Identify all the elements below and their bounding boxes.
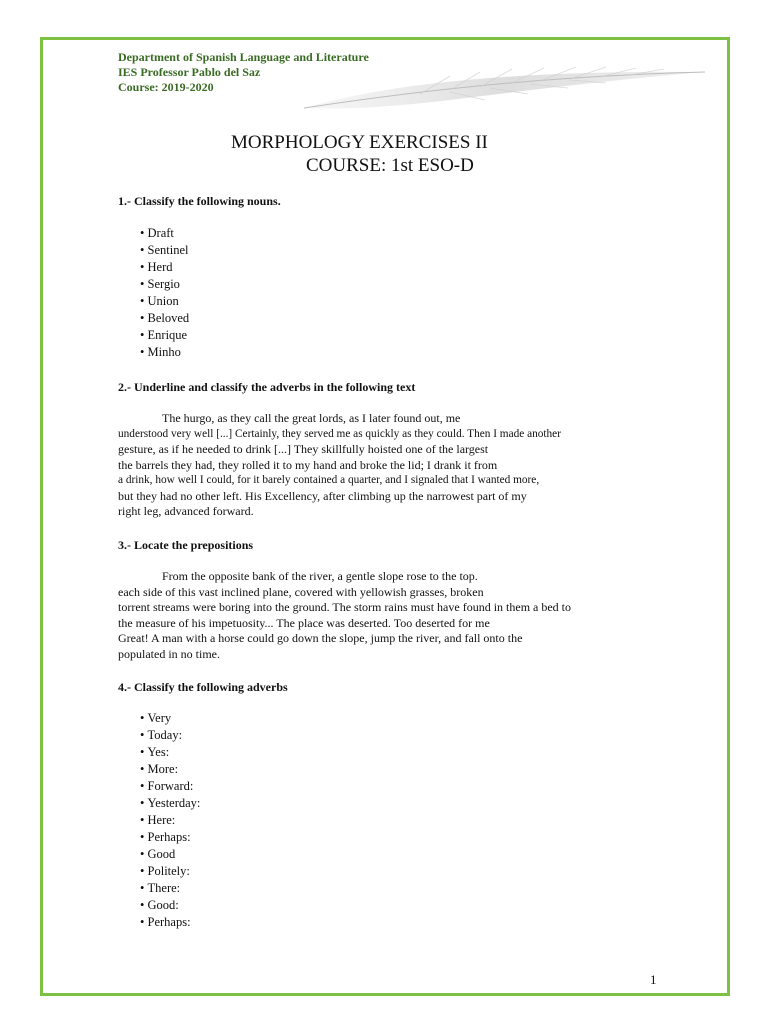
list-item: • Yesterday:: [140, 795, 200, 812]
list-item: • Enrique: [140, 327, 189, 344]
list-item: • Sentinel: [140, 242, 189, 259]
list-item: • Forward:: [140, 778, 200, 795]
list-item: • Here:: [140, 812, 200, 829]
text-line: the barrels they had, they rolled it to my hand and broke the lid; I drank it from: [118, 457, 498, 472]
text-line: the measure of his impetuosity... The place was deserted. Too deserted for me: [118, 615, 490, 630]
text-line: each side of this vast inclined plane, covered with yellowish grasses, broken: [118, 584, 484, 599]
question-3-heading: 3.- Locate the prepositions: [118, 538, 254, 552]
text-line: understood very well [...] Certainly, they served me as quickly as they could. Then I made another: [118, 427, 561, 440]
school-name: IES Professor Pablo del Saz: [118, 65, 261, 79]
question-4-list: [140, 710, 200, 931]
list-item: • Draft: [140, 225, 189, 242]
text-line: populated in no time.: [118, 646, 220, 661]
text-line: torrent streams were boring into the ground. The storm rains must have found in them a bed to: [118, 600, 572, 614]
list-item: • Union: [140, 293, 189, 310]
page-number: 1: [650, 972, 657, 987]
list-item: • Politely:: [140, 863, 200, 880]
text-line: right leg, advanced forward.: [118, 504, 254, 518]
text-line: but they had no other left. His Excellency, after climbing up the narrowest part of my: [118, 488, 527, 503]
list-item: • Herd: [140, 259, 189, 276]
list-item: • Good:: [140, 897, 200, 914]
course-year: Course: 2019-2020: [118, 80, 214, 94]
question-1-list: [140, 225, 189, 361]
list-item: • Sergio: [140, 276, 189, 293]
title-line-1: MORPHOLOGY EXERCISES II: [231, 132, 488, 153]
list-item: • Today:: [140, 727, 200, 744]
list-item: • Beloved: [140, 310, 189, 327]
text-line: From the opposite bank of the river, a gentle slope rose to the top.: [162, 569, 478, 583]
list-item: • Perhaps:: [140, 914, 200, 931]
text-line: a drink, how well I could, for it barely contained a quarter, and I signaled that I wanted more,: [118, 474, 540, 486]
text-line: gesture, as if he needed to drink [...] They skillfully hoisted one of the largest: [118, 442, 489, 456]
list-item: • There:: [140, 880, 200, 897]
question-2-text: [118, 411, 638, 520]
feather-icon: [300, 56, 710, 116]
question-2-heading: 2.- Underline and classify the adverbs in the following text: [118, 380, 416, 394]
list-item: • Perhaps:: [140, 829, 200, 846]
list-item: • Very: [140, 710, 200, 727]
question-3-text: [118, 569, 638, 662]
list-item: • Yes:: [140, 744, 200, 761]
question-1-heading: 1.- Classify the following nouns.: [118, 194, 281, 208]
department-name: Department of Spanish Language and Literature: [118, 50, 369, 64]
text-line: Great! A man with a horse could go down the slope, jump the river, and fall onto the: [118, 631, 523, 645]
question-4-heading: 4.- Classify the following adverbs: [118, 680, 288, 694]
list-item: • More:: [140, 761, 200, 778]
list-item: • Good: [140, 846, 200, 863]
title-line-2: COURSE: 1st ESO-D: [306, 155, 474, 176]
text-line: The hurgo, as they call the great lords, as I later found out, me: [162, 411, 461, 425]
list-item: • Minho: [140, 344, 189, 361]
